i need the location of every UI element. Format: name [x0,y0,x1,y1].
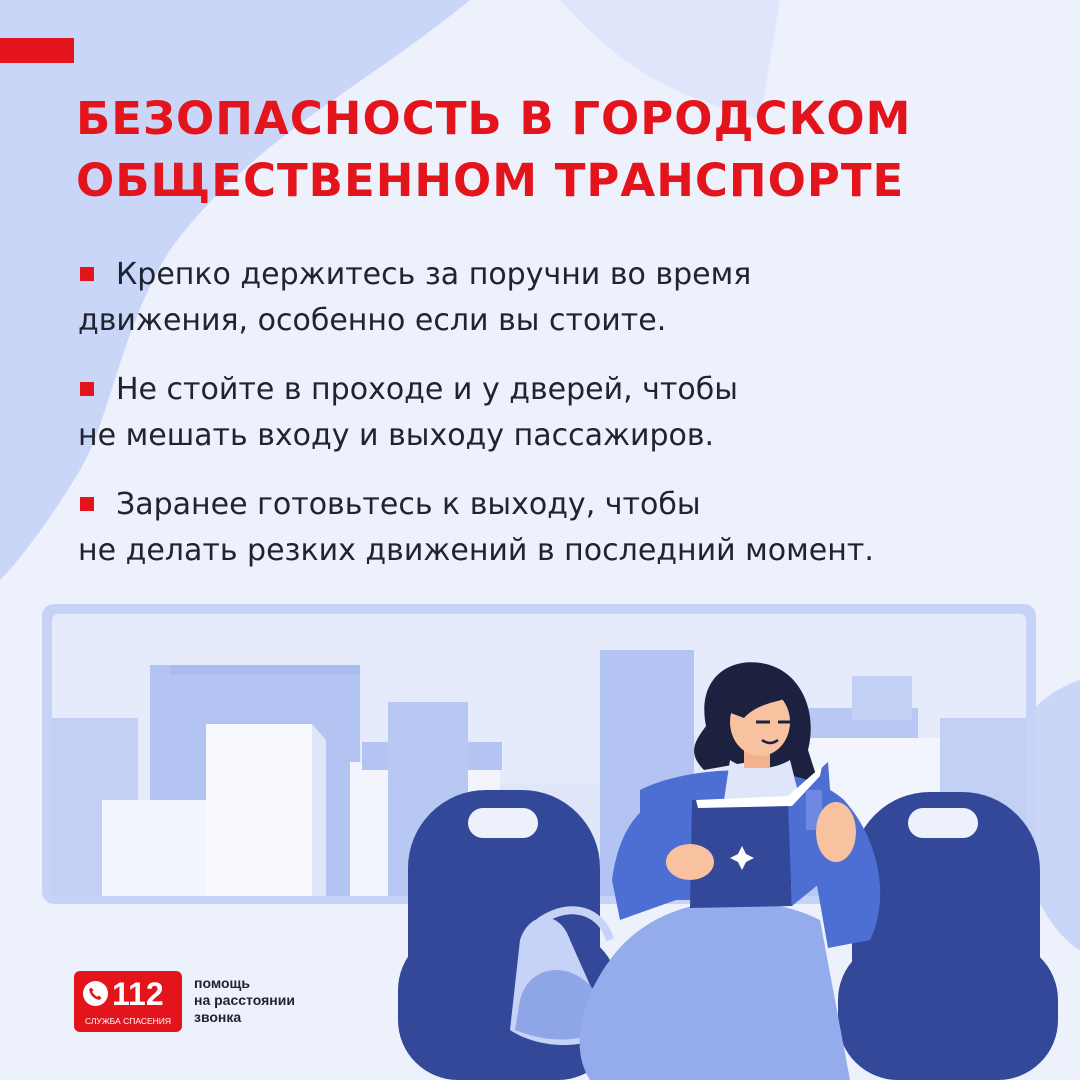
bullet-square-icon [80,497,94,511]
accent-bar [0,38,74,63]
tip-text: Не стойте в проходе и у дверей, чтобы [116,372,738,407]
tagline [194,975,295,1026]
safety-tips-list [78,252,1068,597]
phone-icon [83,981,108,1006]
list-item [78,482,1068,574]
tip-text: Крепко держитесь за поручни во время [116,257,752,292]
tagline-line: на расстоянии [194,992,295,1008]
tip-line [78,252,1068,298]
tagline-line: звонка [194,1009,242,1025]
logo-112 [74,971,182,1032]
tip-text: Заранее готовьтесь к выходу, чтобы [116,487,701,522]
tip-line: не делать резких движений в последний момент. [78,533,874,568]
logo-number: 112 [112,976,164,1012]
list-item [78,252,1068,344]
bullet-square-icon [80,267,94,281]
title-line: БЕЗОПАСНОСТЬ В ГОРОДСКОМ [76,92,912,145]
tip-line [78,367,1068,413]
title-line: ОБЩЕСТВЕННОМ ТРАНСПОРТЕ [76,154,905,207]
tip-line: движения, особенно если вы стоите. [78,303,667,338]
list-item [78,367,1068,459]
tip-line [78,482,1068,528]
logo-caption: СЛУЖБА СПАСЕНИЯ [84,1016,172,1026]
bullet-square-icon [80,382,94,396]
tagline-line: помощь [194,975,250,991]
page-title [76,88,1056,212]
tip-line: не мешать входу и выходу пассажиров. [78,418,715,453]
